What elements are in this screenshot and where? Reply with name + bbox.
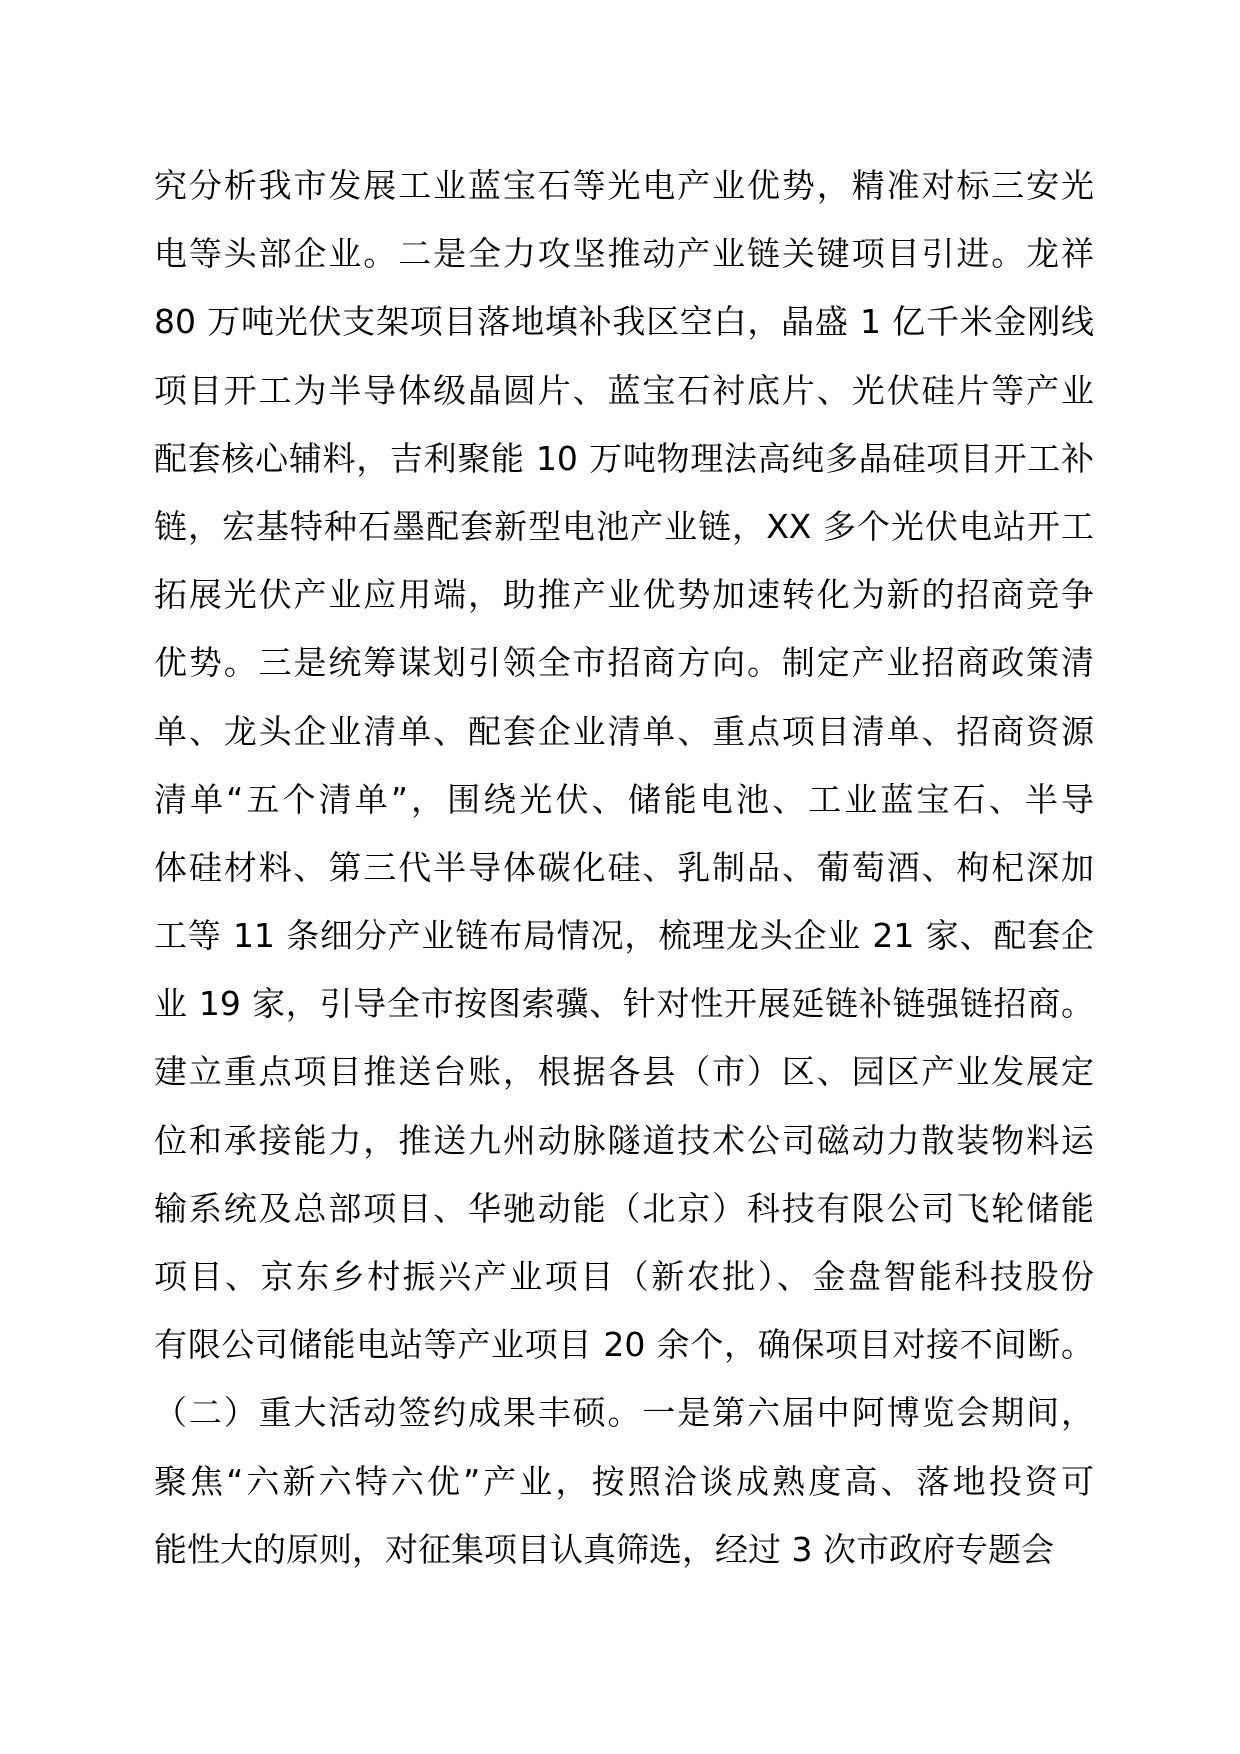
text-line: 项目开工为半导体级晶圆片、蓝宝石衬底片、光伏硅片等产业 — [154, 370, 1094, 410]
text-line: 聚焦“六新六特六优”产业，按照洽谈成熟度高、落地投资可 — [154, 1461, 1094, 1501]
text-line: 清单“五个清单”，围绕光伏、储能电池、工业蓝宝石、半导 — [154, 779, 1094, 819]
text-line: 建立重点项目推送台账，根据各县（市）区、园区产业发展定 — [154, 1052, 1094, 1092]
text-line: 能性大的原则，对征集项目认真筛选，经过 3 次市政府专题会 — [154, 1529, 1054, 1569]
text-line: 80 万吨光伏支架项目落地填补我区空白，晶盛 1 亿千米金刚线 — [154, 302, 1094, 342]
text-line: 输系统及总部项目、华驰动能（北京）科技有限公司飞轮储能 — [154, 1188, 1094, 1228]
text-line: 体硅材料、第三代半导体碳化硅、乳制品、葡萄酒、枸杞深加 — [154, 847, 1094, 887]
text-line: 配套核心辅料，吉利聚能 10 万吨物理法高纯多晶硅项目开工补 — [154, 438, 1094, 478]
text-line: 电等头部企业。二是全力攻坚推动产业链关键项目引进。龙祥 — [154, 234, 1094, 274]
text-line: 业 19 家，引导全市按图索骥、针对性开展延链补链强链招商。 — [154, 984, 1094, 1024]
text-line: 单、龙头企业清单、配套企业清单、重点项目清单、招商资源 — [154, 711, 1094, 751]
body-text — [154, 166, 1094, 1598]
text-line: 工等 11 条细分产业链布局情况，梳理龙头企业 21 家、配套企 — [154, 916, 1094, 956]
text-line: 项目、京东乡村振兴产业项目（新农批）、金盘智能科技股份 — [154, 1257, 1094, 1296]
text-line: 究分析我市发展工业蓝宝石等光电产业优势，精准对标三安光 — [154, 166, 1094, 205]
text-line: 位和承接能力，推送九州动脉隧道技术公司磁动力散装物料运 — [154, 1120, 1094, 1160]
text-line: 有限公司储能电站等产业项目 20 余个，确保项目对接不间断。 — [154, 1325, 1094, 1365]
text-line: 链，宏基特种石墨配套新型电池产业链，XX 多个光伏电站开工 — [154, 506, 1094, 546]
text-line: 拓展光伏产业应用端，助推产业优势加速转化为新的招商竞争 — [154, 575, 1094, 615]
text-line: （二）重大活动签约成果丰硕。一是第六届中阿博览会期间， — [154, 1393, 1094, 1433]
text-line: 优势。三是统筹谋划引领全市招商方向。制定产业招商政策清 — [154, 643, 1094, 683]
